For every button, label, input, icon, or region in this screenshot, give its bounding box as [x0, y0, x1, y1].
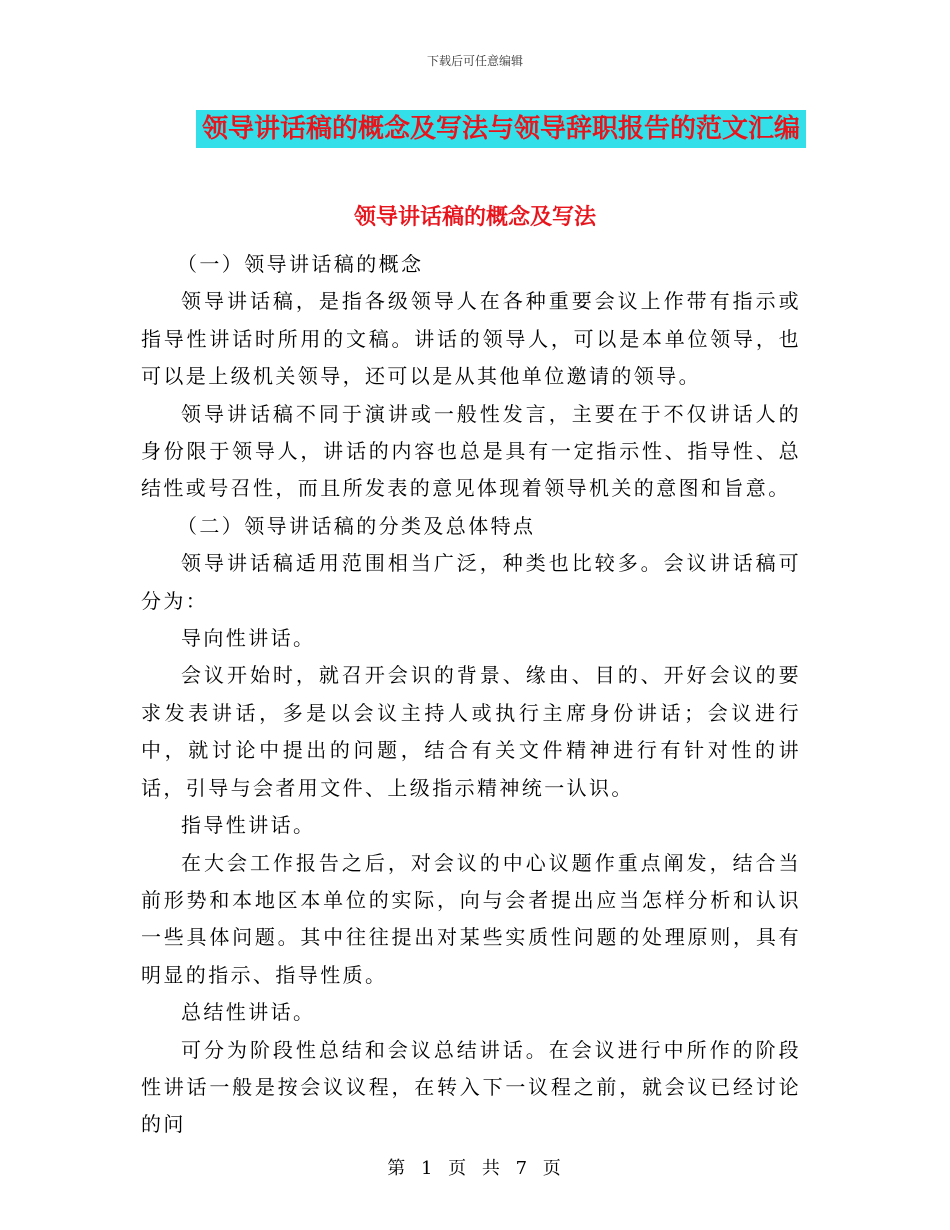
paragraph: 在大会工作报告之后，对会议的中心议题作重点阐发，结合当前形势和本地区本单位的实际，向与会者提出应当怎样分析和认识一些具体问题。其中往往提出对某些实质性问题的处理原则，具有明显的指示、指导性质。: [141, 850, 801, 987]
main-title-container: [0, 110, 950, 148]
paragraph: 可分为阶段性总结和会议总结讲话。在会议进行中所作的阶段性讲话一般是按会议议程，在转入下一议程之前，就会议已经讨论的问: [141, 1037, 801, 1137]
paragraph: 领导讲话稿不同于演讲或一般性发言，主要在于不仅讲话人的身份限于领导人，讲话的内容也总是具有一定指示性、指导性、总结性或号召性，而且所发表的意见体现着领导机关的意图和旨意。: [141, 401, 801, 501]
paragraph: 导向性讲话。: [181, 626, 316, 651]
document-body: [141, 246, 801, 1144]
paragraph: 指导性讲话。: [181, 813, 316, 838]
paragraph: 会议开始时，就召开会识的背景、缘由、目的、开好会议的要求发表讲话，多是以会议主持人或执行主席身份讲话；会议进行中，就讨论中提出的问题，结合有关文件精神进行有针对性的讲话，引导与会者用文件、上级指示精神统一认识。: [141, 663, 801, 800]
paragraph: 总结性讲话。: [181, 1000, 316, 1025]
subheading-concept: （一）领导讲话稿的概念: [177, 252, 424, 276]
main-title: 领导讲话稿的概念及写法与领导辞职报告的范文汇编: [196, 110, 806, 148]
page-header: 下载后可任意编辑: [426, 54, 523, 68]
paragraph: 领导讲话稿，是指各级领导人在各种重要会议上作带有指示或指导性讲话时所用的文稿。讲话的领导人，可以是本单位领导，也可以是上级机关领导，还可以是从其他单位邀请的领导。: [141, 289, 801, 389]
page-number-footer: 第 1 页 共 7 页: [387, 1158, 563, 1179]
subheading-classification: （二）领导讲话稿的分类及总体特点: [177, 513, 536, 538]
paragraph: 领导讲话稿适用范围相当广泛，种类也比较多。会议讲话稿可分为：: [141, 551, 801, 613]
section-title: 领导讲话稿的概念及写法: [353, 204, 596, 230]
